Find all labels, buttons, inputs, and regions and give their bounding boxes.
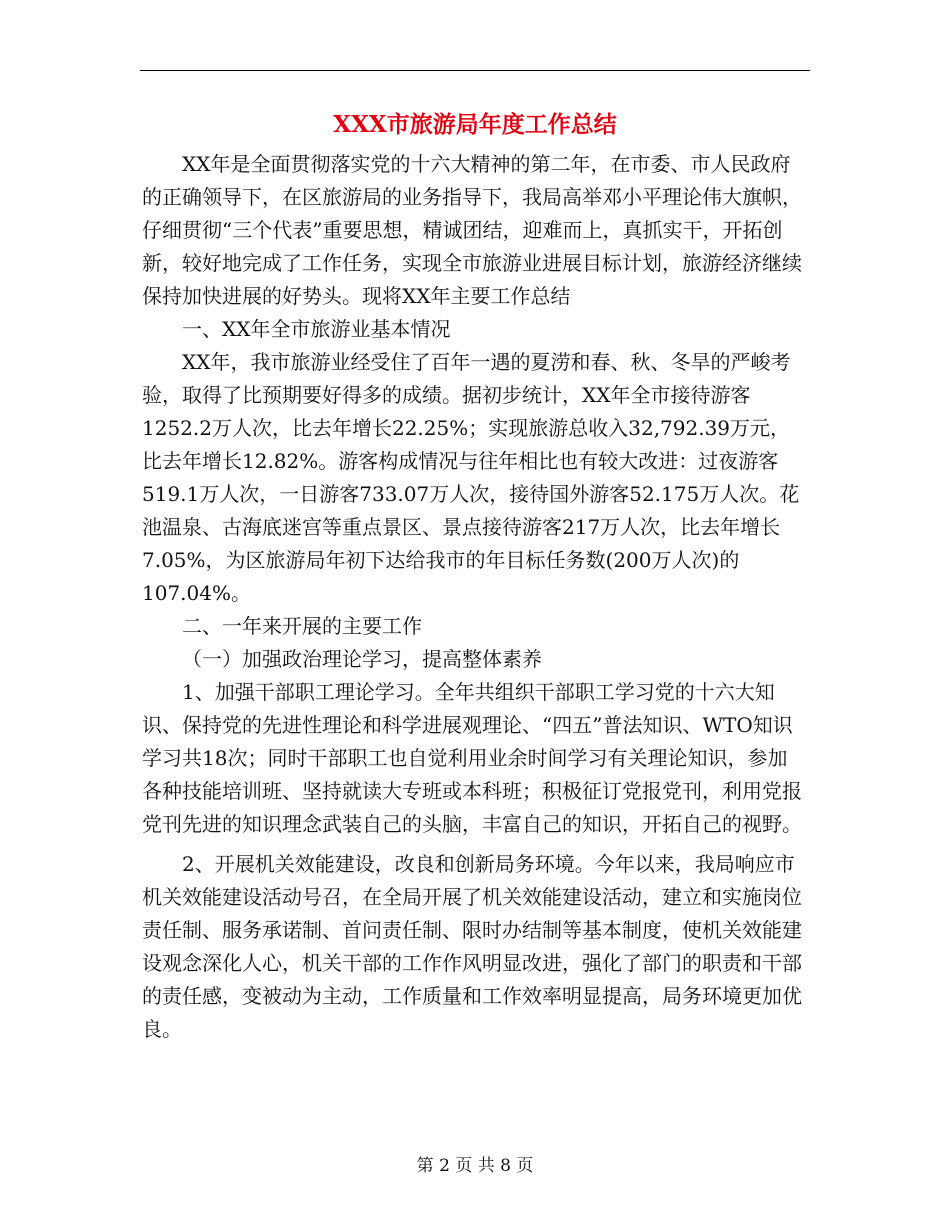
section-heading-1: 一、XX年全市旅游业基本情况: [182, 317, 451, 341]
section-heading-2: 二、一年来开展的主要工作: [182, 614, 422, 638]
work-item-2: 2、开展机关效能建设，改良和创新局务环境。今年以来，我局响应市机关效能建设活动号召，在全局开展了机关效能建设活动，建立和实施岗位责任制、服务承诺制、首问责任制、限时办结制等基本制度，使机关效能建设观念深化人心，机关干部的工作作风明显改进，强化了部门的职责和干部的责任感，变被动为主动，工作质量和工作效率明显提高，局务环境更加优良。: [142, 852, 802, 1041]
document-body: [142, 148, 802, 1046]
page-number: 第 2 页 共 8 页: [416, 1156, 534, 1176]
subsection-heading-1: （一）加强政治理论学习，提高整体素养: [182, 647, 542, 671]
intro-paragraph: XX年是全面贯彻落实党的十六大精神的第二年，在市委、市人民政府的正确领导下，在区旅游局的业务指导下，我局高举邓小平理论伟大旗帜，仔细贯彻“三个代表”重要思想，精诚团结，迎难而上，真抓实干，开拓创新，较好地完成了工作任务，实现全市旅游业进展目标计划，旅游经济继续保持加快进展的好势头。现将XX年主要工作总结: [142, 152, 802, 308]
statistics-paragraph: XX年，我市旅游业经受住了百年一遇的夏涝和春、秋、冬旱的严峻考验，取得了比预期要好得多的成绩。据初步统计，XX年全市接待游客1252.2万人次，比去年增长22.25%；实现旅游总收入32,792.39万元，比去年增长12.82%。游客构成情况与往年相比也有较大改进：过夜游客519.1万人次，一日游客733.07万人次，接待国外游客52.175万人次。花池温泉、古海底迷宫等重点景区、景点接待游客217万人次，比去年增长7.05%，为区旅游局年初下达给我市的年目标任务数(200万人次)的107.04%。: [142, 350, 800, 605]
work-item-1: 1、加强干部职工理论学习。全年共组织干部职工学习党的十六大知识、保持党的先进性理论和科学进展观理论、“四五”普法知识、WTO知识学习共18次；同时干部职工也自觉利用业余时间学习有关理论知识，参加各种技能培训班、坚持就读大专班或本科班；积极征订党报党刊，利用党报党刊先进的知识理念武装自己的头脑，丰富自己的知识，开拓自己的视野。: [142, 680, 802, 836]
header-rule: [140, 70, 810, 71]
document-title: XXX市旅游局年度工作总结: [333, 111, 617, 138]
